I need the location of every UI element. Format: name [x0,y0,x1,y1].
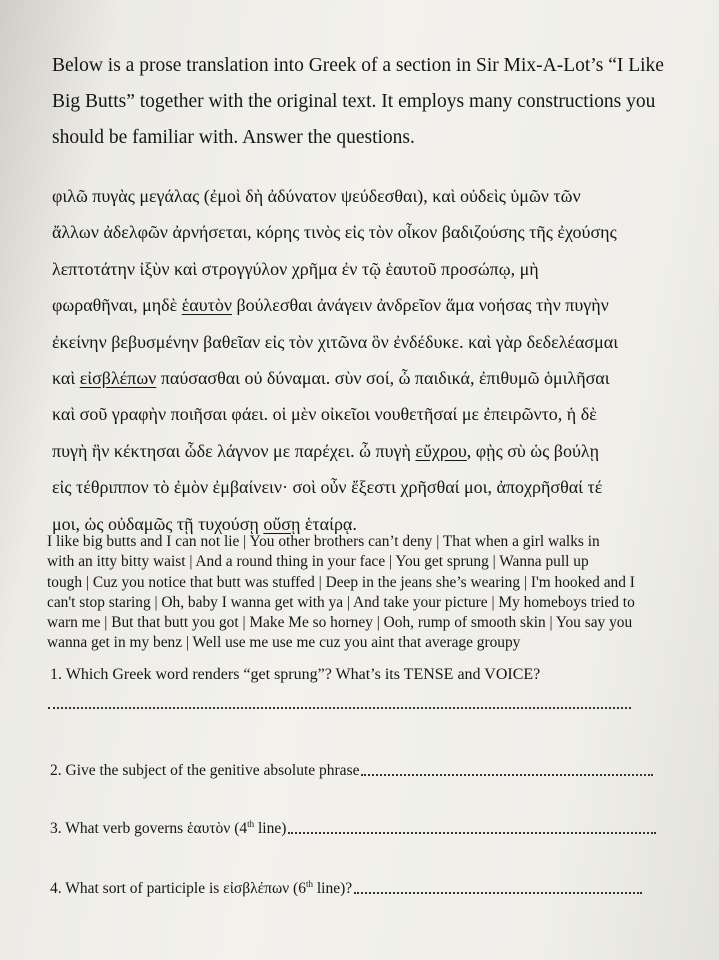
instructions-paragraph [52,48,692,156]
greek-text: μοι, ὡς οὐδαμῶς τῇ τυχούσῃ [52,513,264,534]
question-3-suffix: line) [254,820,287,837]
underlined-word: εὔχρου [415,440,467,461]
question-1-text: 1. Which Greek word renders “get sprung”? What’s its TENSE and VOICE? [50,666,541,683]
greek-text: , φῂς σὺ ὡς βούλῃ [466,440,599,461]
greek-text: ἐκείνην βεβυσμένην βαθεῖαν εἰς τὸν χιτῶνα ὃν ἐνδέδυκε. καὶ γὰρ δεδελέασμαι [52,331,619,352]
greek-text: καὶ σοῦ γραφὴν ποιῆσαι φάει. οἱ μὲν οἰκεῖοι νουθετῆσαί με ἐπειρῶντο, ἡ δὲ [52,404,597,425]
underlined-word: οὔσῃ [263,513,301,534]
greek-line [52,251,702,287]
question-2-text: 2. Give the subject of the genitive absolute phrase [50,762,360,779]
underlined-word: ἑαυτὸν [181,295,232,316]
greek-text: βούλεσθαι ἀνάγειν ἀνδρεῖον ἅμα νοήσας τὴν πυγὴν [231,295,609,316]
answer-line-4[interactable] [354,892,642,894]
greek-text: λεπτοτάτην ἰξὺν καὶ στρογγύλον χρῆμα ἐν τῷ ἑαυτοῦ προσώπῳ, μὴ [52,258,539,279]
greek-text: ἄλλων ἀδελφῶν ἀρνήσεται, κόρης τινὸς εἰς τὸν οἶκον βαδιζούσης τῆς ἐχούσης [52,222,617,243]
instructions-line: Big Butts” together with the original text. It employs many constructions you [52,91,656,112]
english-line: can't stop staring | Oh, baby I wanna get with ya | And take your picture | My homeboys tried to [47,593,635,611]
greek-text: εἰς τέθριππον τὸ ἐμὸν ἐμβαίνειν· σοὶ οὖν ἔξεστι χρῆσθαί μοι, ἀποχρῆσθαί τέ [52,477,603,498]
question-4 [50,880,642,898]
question-3-text [50,820,286,838]
greek-translation [52,178,702,542]
ordinal-suffix: th [247,819,255,829]
question-3-prefix: 3. What verb governs ἑαυτὸν (4 [50,820,248,837]
question-2 [50,762,653,780]
english-line: with an itty bitty waist | And a round thing in your face | You get sprung | Wanna pull up [47,553,589,571]
question-4-prefix: 4. What sort of participle is εἰσβλέπων (6 [50,880,306,897]
greek-line [52,287,702,323]
greek-line [52,360,702,396]
english-line: tough | Cuz you notice that butt was stuffed | Deep in the jeans she’s wearing | I'm hooked and I [47,573,635,591]
greek-text: ἑταίρᾳ. [300,513,357,534]
underlined-word: εἰσβλέπων [79,367,157,388]
instructions-line: Below is a prose translation into Greek of a section in Sir Mix-A-Lot’s “I Like [52,55,664,76]
question-4-suffix: line)? [312,880,353,897]
english-line: warn me | But that butt you got | Make Me so horney | Ooh, rump of smooth skin | You say you [47,614,633,632]
answer-line-2[interactable] [361,774,653,776]
greek-text: παύσασθαι οὐ δύναμαι. σὺν σοί, ὦ παιδικά, ἐπιθυμῶ ὁμιλῆσαι [156,367,610,388]
answer-line-3[interactable] [288,832,656,834]
question-3 [50,820,656,838]
greek-text: καὶ [52,367,80,388]
greek-line [52,178,702,214]
ordinal-suffix: th [305,879,313,889]
greek-text: φωραθῆναι, μηδὲ [52,295,182,316]
english-line: I like big butts and I can not lie | You other brothers can’t deny | That when a girl walks in [47,533,600,550]
instructions-line: should be familiar with. Answer the questions. [52,127,415,148]
question-4-text [50,880,352,898]
answer-line-1[interactable] [48,707,631,709]
greek-line [52,324,702,360]
greek-text: φιλῶ πυγὰς μεγάλας (ἐμοὶ δὴ ἀδύνατον ψεύδεσθαι), καὶ οὐδεὶς ὑμῶν τῶν [52,186,581,206]
greek-line [52,396,702,432]
question-1 [50,666,540,684]
greek-line [52,214,702,250]
greek-line [52,469,702,505]
english-lyrics [47,532,707,654]
greek-line [52,433,702,469]
greek-text: πυγὴ ἣν κέκτησαι ὧδε λάγνον με παρέχει. ὦ πυγὴ [52,440,416,461]
english-line: wanna get in my benz | Well use me use me cuz you aint that average groupy [47,634,521,652]
